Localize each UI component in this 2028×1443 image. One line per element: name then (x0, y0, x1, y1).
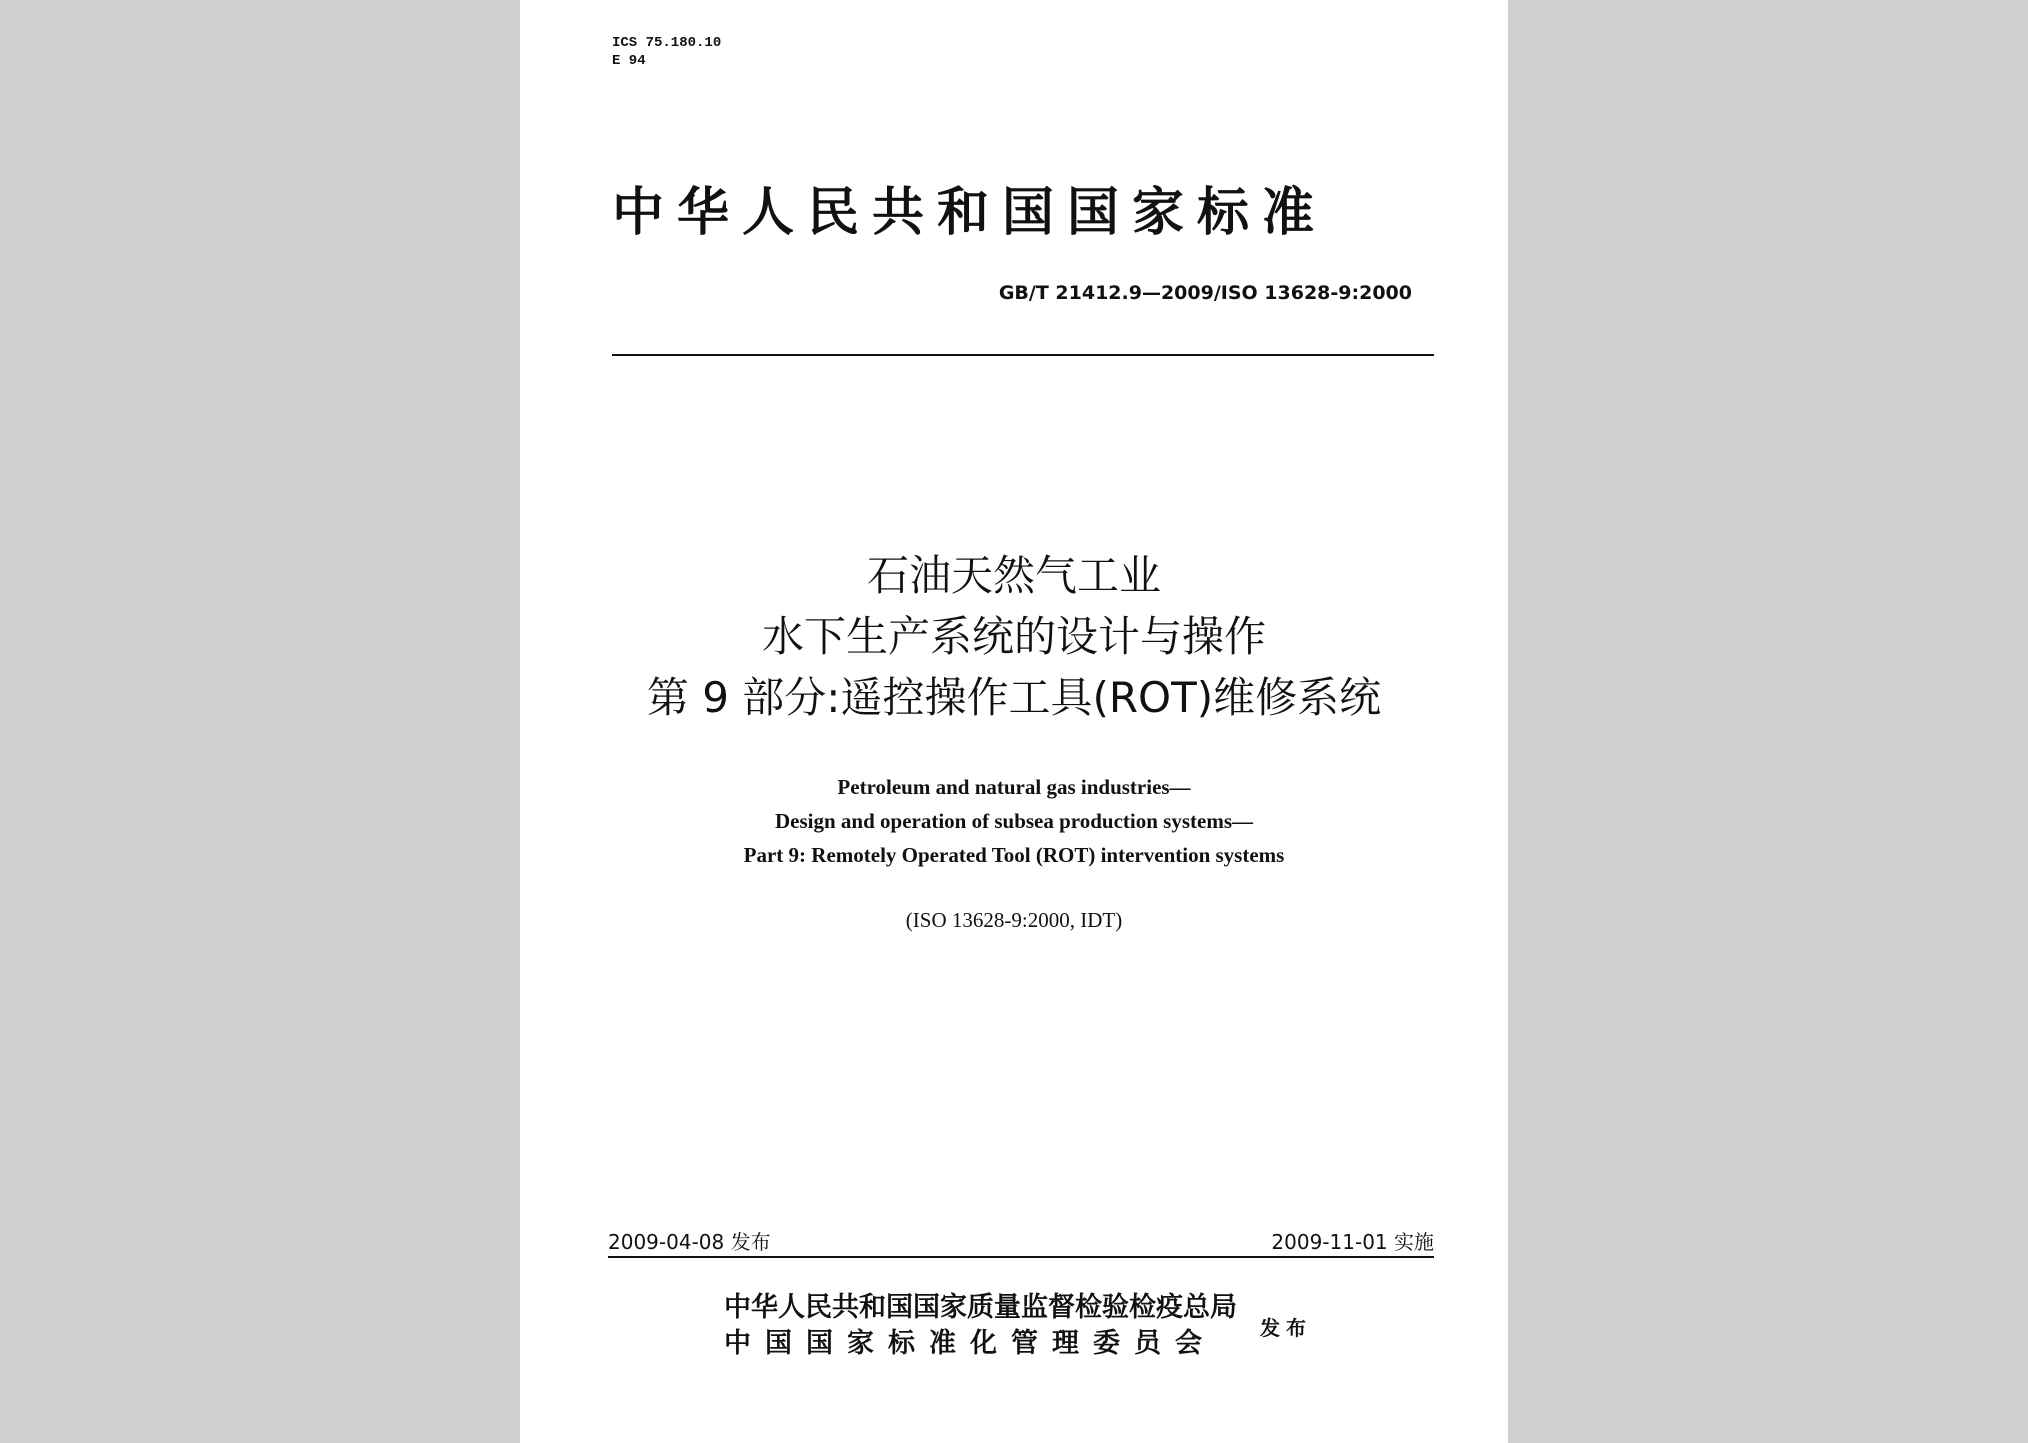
chinese-title-line-1: 石油天然气工业 (866, 551, 1161, 600)
english-title (520, 770, 1508, 872)
document-page (520, 0, 1508, 1443)
english-title-line-3: Part 9: Remotely Operated Tool (ROT) intervention systems (743, 843, 1285, 867)
chinese-title (520, 545, 1508, 728)
ics-code: ICS 75.180.10 (612, 35, 722, 51)
chinese-title-line-3: 第 9 部分:遥控操作工具(ROT)维修系统 (646, 673, 1382, 722)
issuer-aqsiq: 中华人民共和国国家质量监督检验检疫总局 (724, 1292, 1237, 1323)
english-title-line-2: Design and operation of subsea production systems— (774, 809, 1253, 833)
publish-label: 发布 (1260, 1316, 1312, 1340)
national-standard-title: 中华人民共和国国家标准 (612, 183, 1328, 243)
iso-equivalence: (ISO 13628-9:2000, IDT) (905, 908, 1123, 932)
implementation-date: 2009-11-01 实施 (1271, 1230, 1434, 1254)
ccs-code: E 94 (612, 53, 646, 69)
issuing-authorities (724, 1290, 1237, 1362)
chinese-title-line-2: 水下生产系统的设计与操作 (761, 612, 1266, 661)
header-divider (612, 354, 1434, 356)
footer-divider (608, 1256, 1434, 1258)
issuer-sac: 中国国家标准化管理委员会 (724, 1328, 1216, 1359)
standard-number: GB/T 21412.9—2009/ISO 13628-9:2000 (998, 282, 1412, 304)
issue-date: 2009-04-08 发布 (608, 1230, 771, 1254)
english-title-line-1: Petroleum and natural gas industries— (837, 775, 1191, 799)
classification-codes (612, 34, 721, 70)
